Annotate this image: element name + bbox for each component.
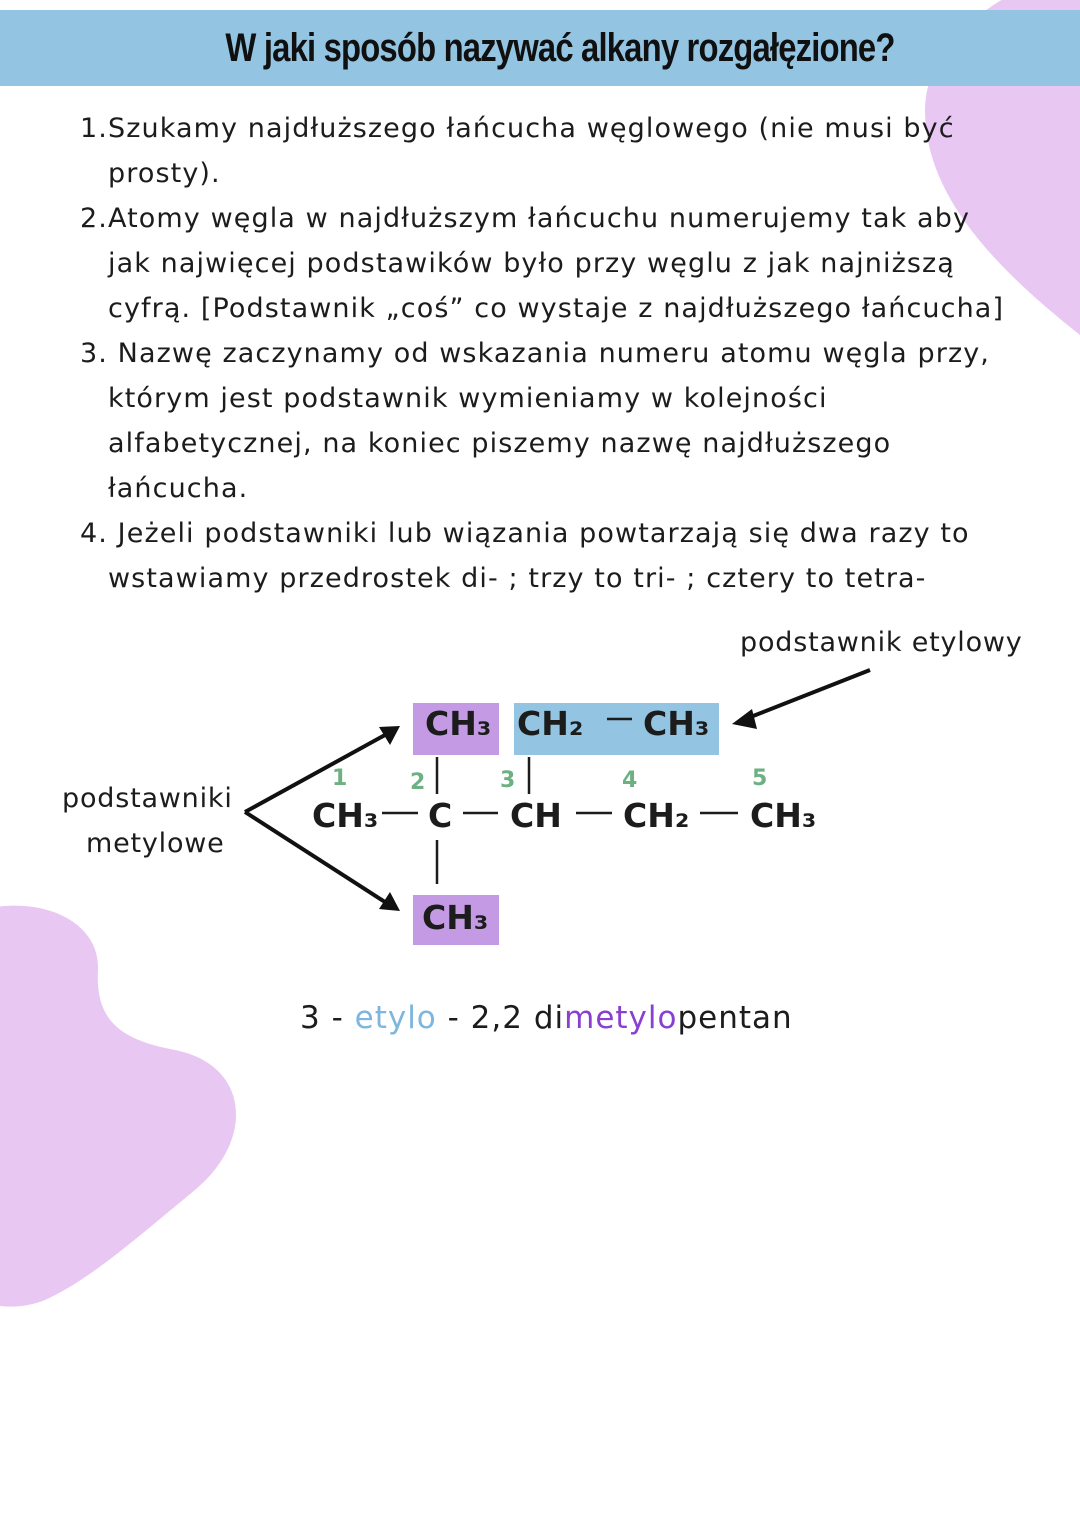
rule-1-line-1 xyxy=(80,106,1020,151)
compound-name-part-3: pentan xyxy=(677,1000,793,1036)
compound-name xyxy=(300,1000,793,1036)
top-methyl-group: CH₃ xyxy=(425,704,492,743)
rule-text: Nazwę zaczynamy od wskazania numeru atomu węgla przy, xyxy=(108,338,990,369)
compound-name-ethyl: etylo xyxy=(354,1000,437,1036)
methyl-substituents-label-line-1: podstawniki xyxy=(62,783,233,814)
compound-name-part-1: 3 - xyxy=(300,1000,355,1036)
carbon-number-2: 2 xyxy=(410,770,426,795)
rule-text: prosty). xyxy=(108,158,221,189)
rule-2-line-3 xyxy=(80,286,1020,331)
rule-2-number: 2. xyxy=(80,203,108,234)
compound-name-methyl: metylo xyxy=(564,1000,678,1036)
rule-4-line-2 xyxy=(80,556,1020,601)
ethyl-ch3-group: CH₃ xyxy=(643,704,710,743)
structural-formula-diagram xyxy=(0,600,1080,980)
rule-3-line-3 xyxy=(80,421,1020,466)
rule-2-line-2 xyxy=(80,241,1020,286)
rule-1-number: 1. xyxy=(80,113,108,144)
bottom-methyl-group: CH₃ xyxy=(422,898,489,937)
rule-text: wstawiamy przedrostek di- ; trzy to tri- ; cztery to tetra- xyxy=(108,563,927,594)
rule-text: łańcucha. xyxy=(108,473,249,504)
rule-4-line-1 xyxy=(80,511,1020,556)
rule-4-number: 4. xyxy=(80,518,108,549)
methyl-substituents-label-line-2: metylowe xyxy=(86,828,225,859)
chain-carbon-3: CH xyxy=(510,796,562,835)
ethyl-substituent-label: podstawnik etylowy xyxy=(740,627,1023,658)
rule-3-number: 3. xyxy=(80,338,108,369)
page-title: W jaki sposób nazywać alkany rozgałęzione? xyxy=(225,26,895,70)
carbon-number-4: 4 xyxy=(622,768,638,793)
naming-rules-list xyxy=(80,106,1020,601)
carbon-number-3: 3 xyxy=(500,768,516,793)
rule-2-line-1 xyxy=(80,196,1020,241)
chain-carbon-1: CH₃ xyxy=(312,796,379,835)
rule-3-line-4 xyxy=(80,466,1020,511)
rule-text: Atomy węgla w najdłuższym łańcuchu numerujemy tak aby xyxy=(108,203,971,234)
rule-text: cyfrą. [Podstawnik „coś” co wystaje z najdłuższego łańcucha] xyxy=(108,293,1005,324)
rule-text: Jeżeli podstawniki lub wiązania powtarzają się dwa razy to xyxy=(108,518,970,549)
chain-carbon-5: CH₃ xyxy=(750,796,817,835)
rule-text: alfabetycznej, na koniec piszemy nazwę najdłuższego xyxy=(108,428,892,459)
chain-carbon-4: CH₂ xyxy=(623,796,690,835)
rule-3-line-2 xyxy=(80,376,1020,421)
carbon-number-5: 5 xyxy=(752,766,768,791)
rule-text: jak najwięcej podstawików było przy węglu z jak najniższą xyxy=(108,248,955,279)
rule-3-line-1 xyxy=(80,331,1020,376)
chain-carbon-2: C xyxy=(428,796,453,835)
compound-name-part-2: - 2,2 di xyxy=(436,1000,565,1036)
rule-text: którym jest podstawnik wymieniamy w kolejności xyxy=(108,383,828,414)
carbon-number-1: 1 xyxy=(332,766,348,791)
rule-text: Szukamy najdłuższego łańcucha węglowego (nie musi być xyxy=(108,113,955,144)
rule-1-line-2 xyxy=(80,151,1020,196)
ethyl-ch2-group: CH₂ xyxy=(517,704,584,743)
